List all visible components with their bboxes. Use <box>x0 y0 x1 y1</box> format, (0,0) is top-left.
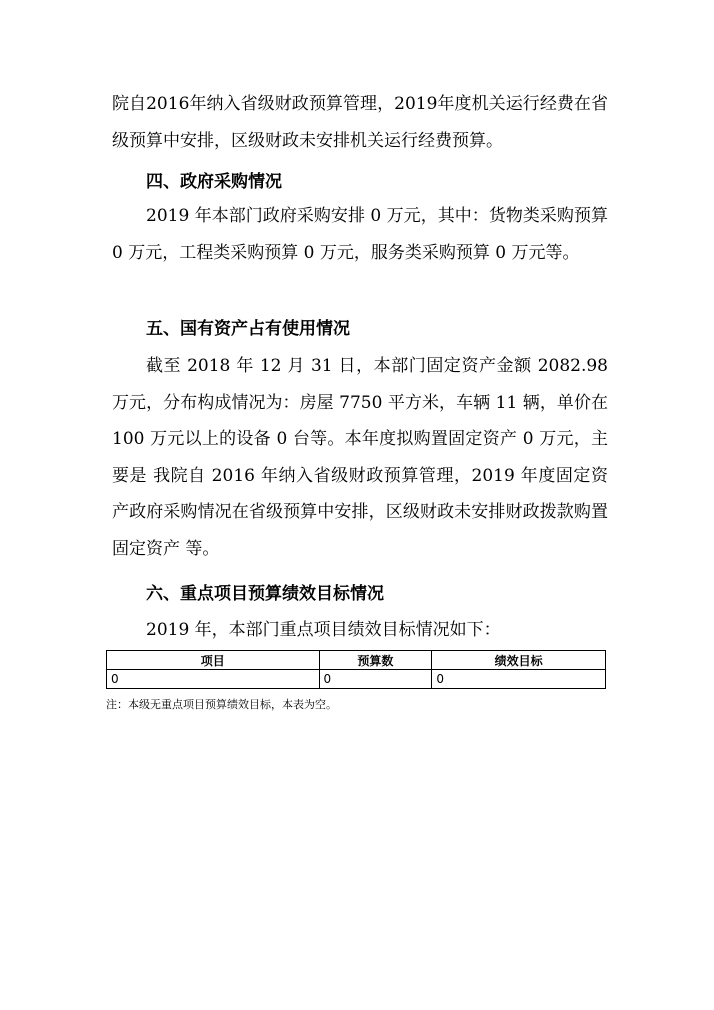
section-4-heading: 四、政府采购情况 <box>146 172 282 192</box>
table-note: 注：本级无重点项目预算绩效目标，本表为空。 <box>106 698 337 711</box>
table-row <box>107 670 606 689</box>
section-6-intro: 2019 年，本部门重点项目绩效目标情况如下： <box>146 620 501 640</box>
cell-target: 0 <box>432 670 606 689</box>
section-5-heading: 五、国有资产占有使用情况 <box>146 319 350 339</box>
section-5-text: 截至 2018 年 12 月 31 日，本部门固定资产金额 2082.98 万元，分布构成情况为：房屋 7750 平方米，车辆 11 辆，单价在 100 万元以上的设备 0 台等。本年度拟购置固定资产 0 万元，主要是 我院自 2016 年纳入省级财政预算管理，2019 年度固定资产政府采购情况在省级预算中安排，区级财政未安排财政拨款购置固定资产 等。 <box>112 356 608 559</box>
column-header-project: 项目 <box>107 651 320 670</box>
performance-target-table <box>106 650 606 689</box>
table-header-row <box>107 651 606 670</box>
section-6-heading: 六、重点项目预算绩效目标情况 <box>146 584 384 604</box>
section-4-text: 2019 年本部门政府采购安排 0 万元，其中：货物类采购预算 0 万元，工程类采购预算 0 万元，服务类采购预算 0 万元等。 <box>112 206 608 263</box>
column-header-target: 绩效目标 <box>432 651 606 670</box>
cell-budget: 0 <box>319 670 432 689</box>
cell-project: 0 <box>107 670 320 689</box>
column-header-budget: 预算数 <box>319 651 432 670</box>
intro-paragraph: 院自2016年纳入省级财政预算管理，2019年度机关运行经费在省级预算中安排，区级财政未安排机关运行经费预算。 <box>112 94 608 151</box>
